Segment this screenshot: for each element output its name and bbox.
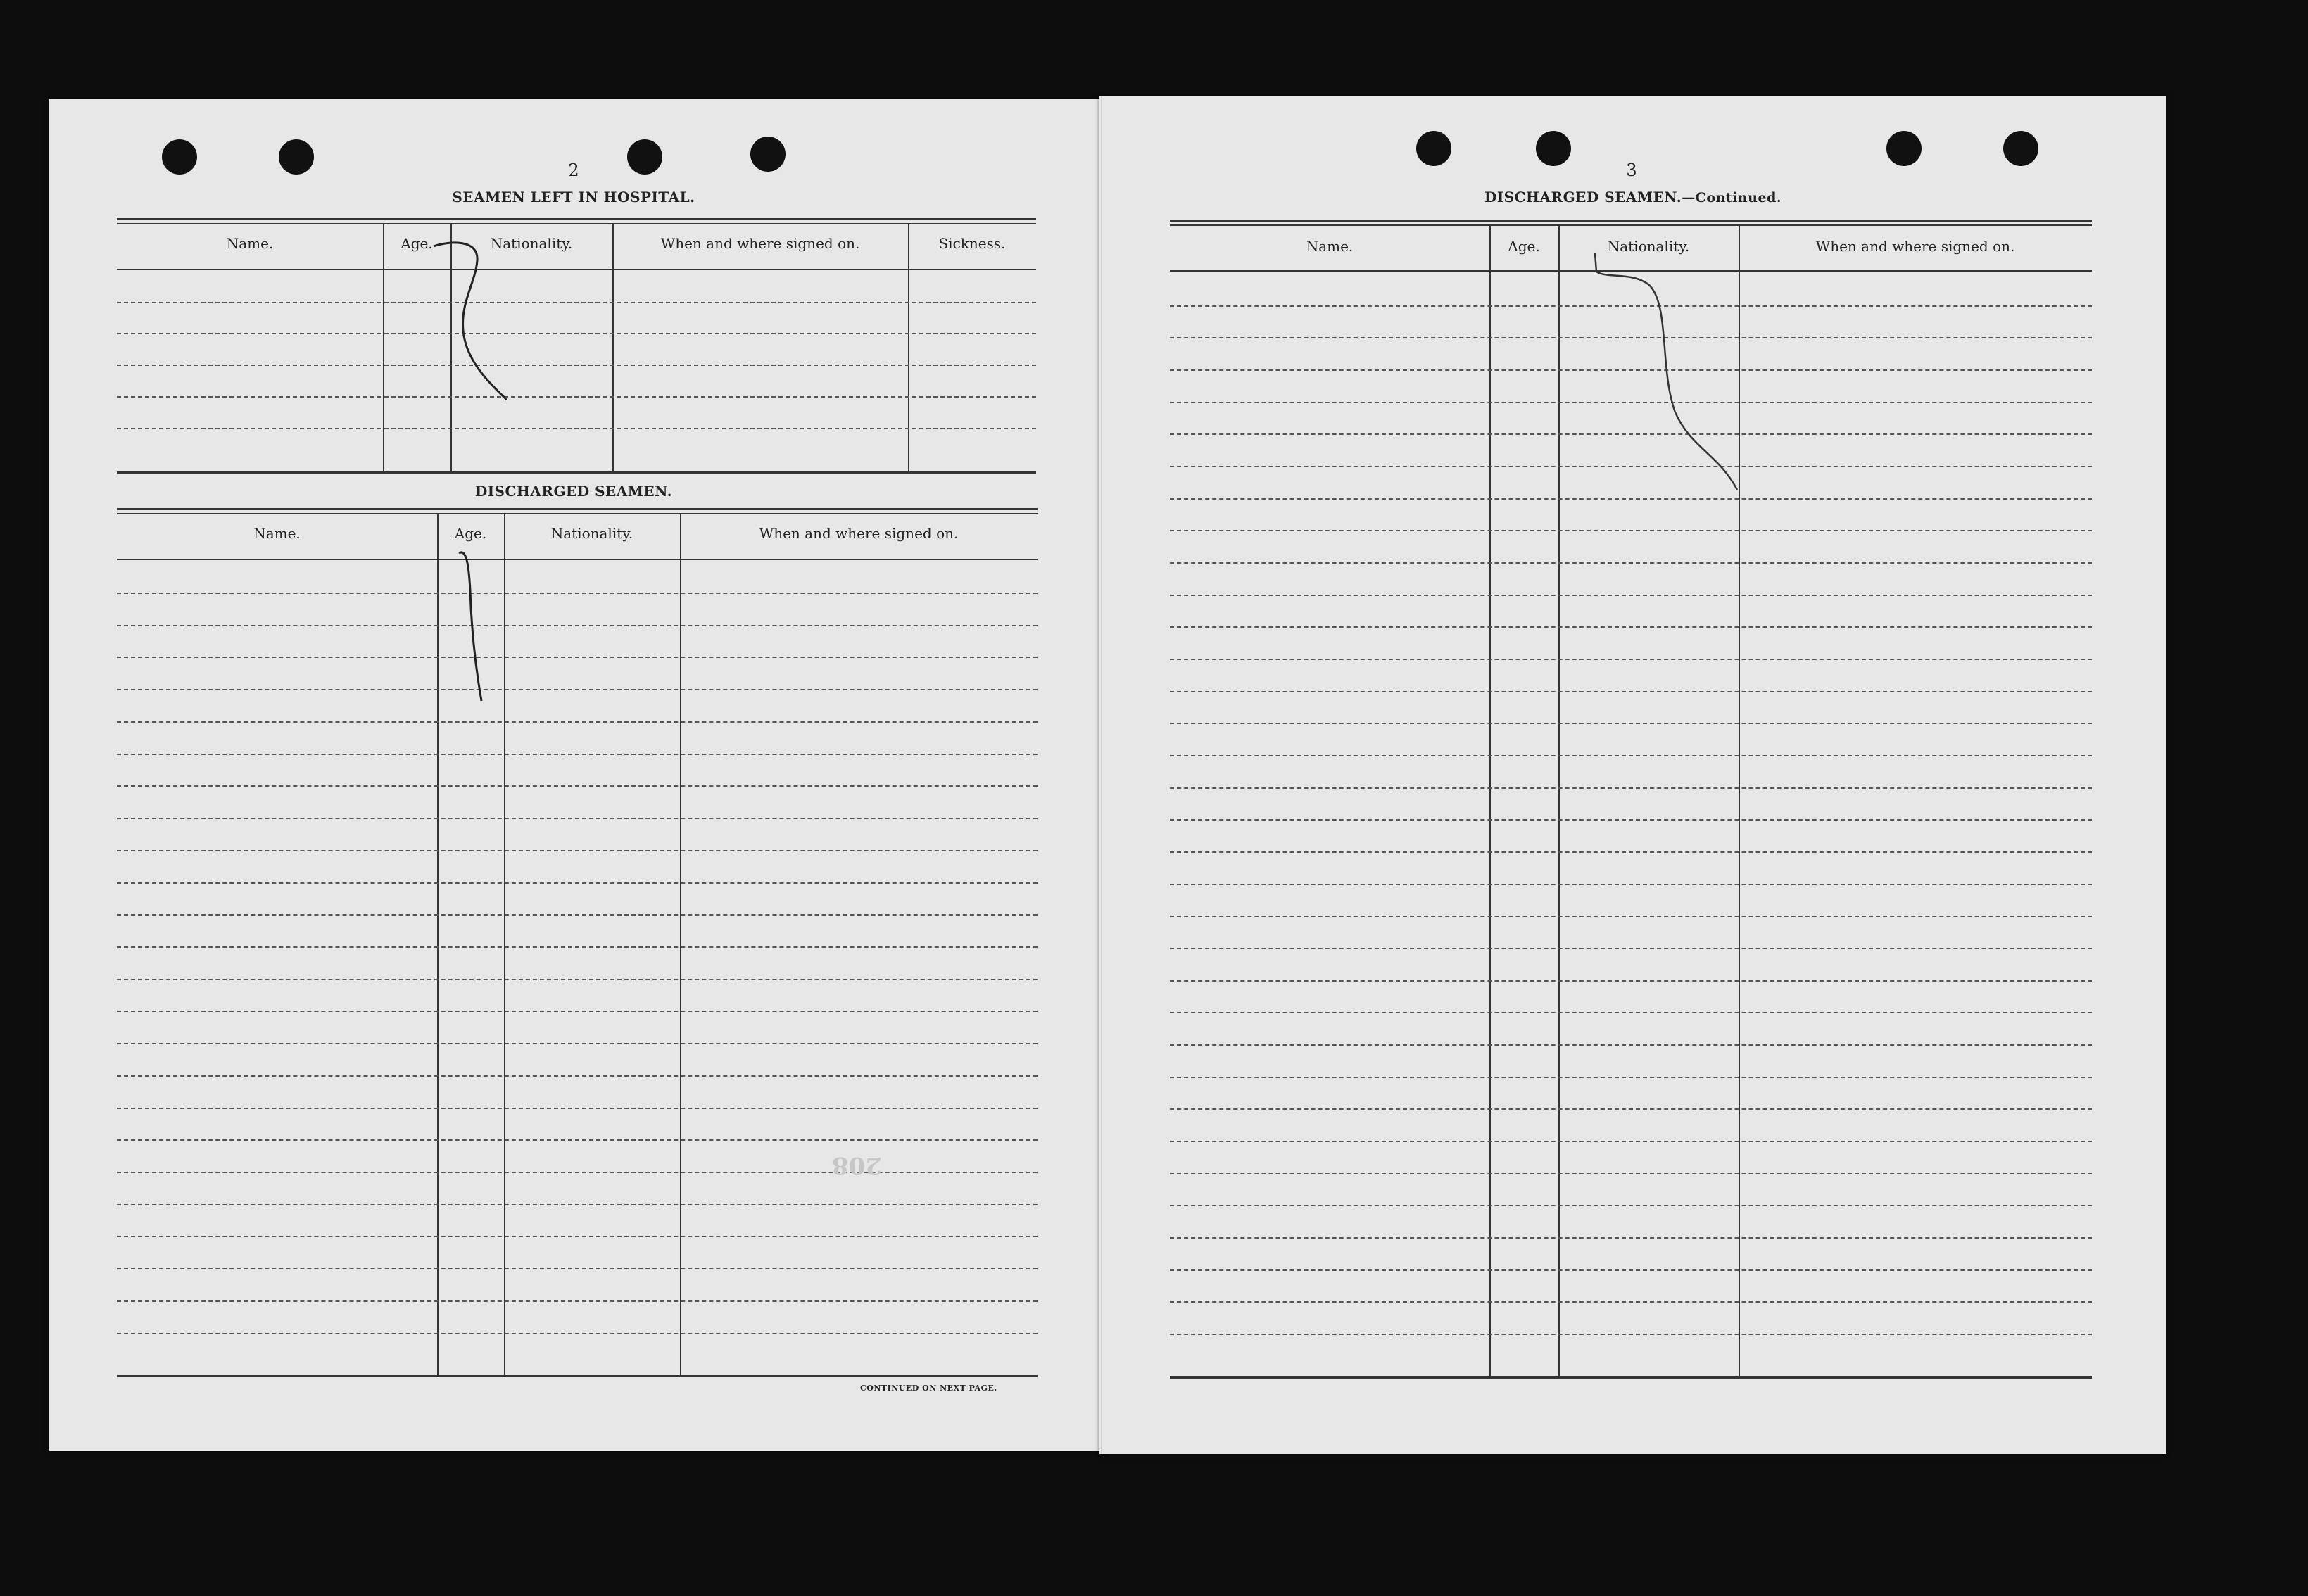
ditto-mark <box>429 239 514 408</box>
page-crease <box>1101 96 1102 1454</box>
punch-hole <box>1536 131 1571 166</box>
page-number: 3 <box>1626 160 1637 180</box>
column-header-nationality: Nationality. <box>550 525 633 542</box>
column-header-name: Name. <box>226 235 274 252</box>
continued-note: CONTINUED ON NEXT PAGE. <box>860 1383 997 1393</box>
column-header-name: Name. <box>1306 238 1354 255</box>
hospital-table <box>117 218 1036 474</box>
column-header-nationality: Nationality. <box>490 235 573 252</box>
discharged-continued-title <box>1408 189 1858 205</box>
punch-hole <box>2003 131 2038 166</box>
ditto-mark <box>458 549 500 711</box>
title-suffix: —Continued. <box>1682 190 1782 205</box>
discharged-section-title: DISCHARGED SEAMEN. <box>474 483 673 500</box>
column-header-age: Age. <box>401 235 433 252</box>
title-main: DISCHARGED SEAMEN. <box>1484 189 1682 205</box>
punch-hole <box>750 137 786 172</box>
column-header-nationality: Nationality. <box>1607 238 1690 255</box>
punch-hole <box>1416 131 1451 166</box>
column-header-when-where: When and where signed on. <box>660 235 860 252</box>
page-number: 2 <box>568 160 579 180</box>
column-header-sickness: Sickness. <box>938 235 1006 252</box>
ditto-mark <box>1592 251 1747 504</box>
punch-hole <box>627 139 662 175</box>
column-header-age: Age. <box>1508 238 1540 255</box>
discharged-table-left <box>117 508 1038 1381</box>
hospital-section-title: SEAMEN LEFT IN HOSPITAL. <box>452 189 695 205</box>
punch-hole <box>279 139 314 175</box>
punch-hole <box>1886 131 1922 166</box>
column-header-when-where: When and where signed on. <box>1815 238 2015 255</box>
punch-hole <box>162 139 197 175</box>
column-header-name: Name. <box>253 525 301 542</box>
column-header-when-where: When and where signed on. <box>759 525 959 542</box>
faint-stamp: 208 <box>832 1151 882 1179</box>
column-header-age: Age. <box>454 525 487 542</box>
